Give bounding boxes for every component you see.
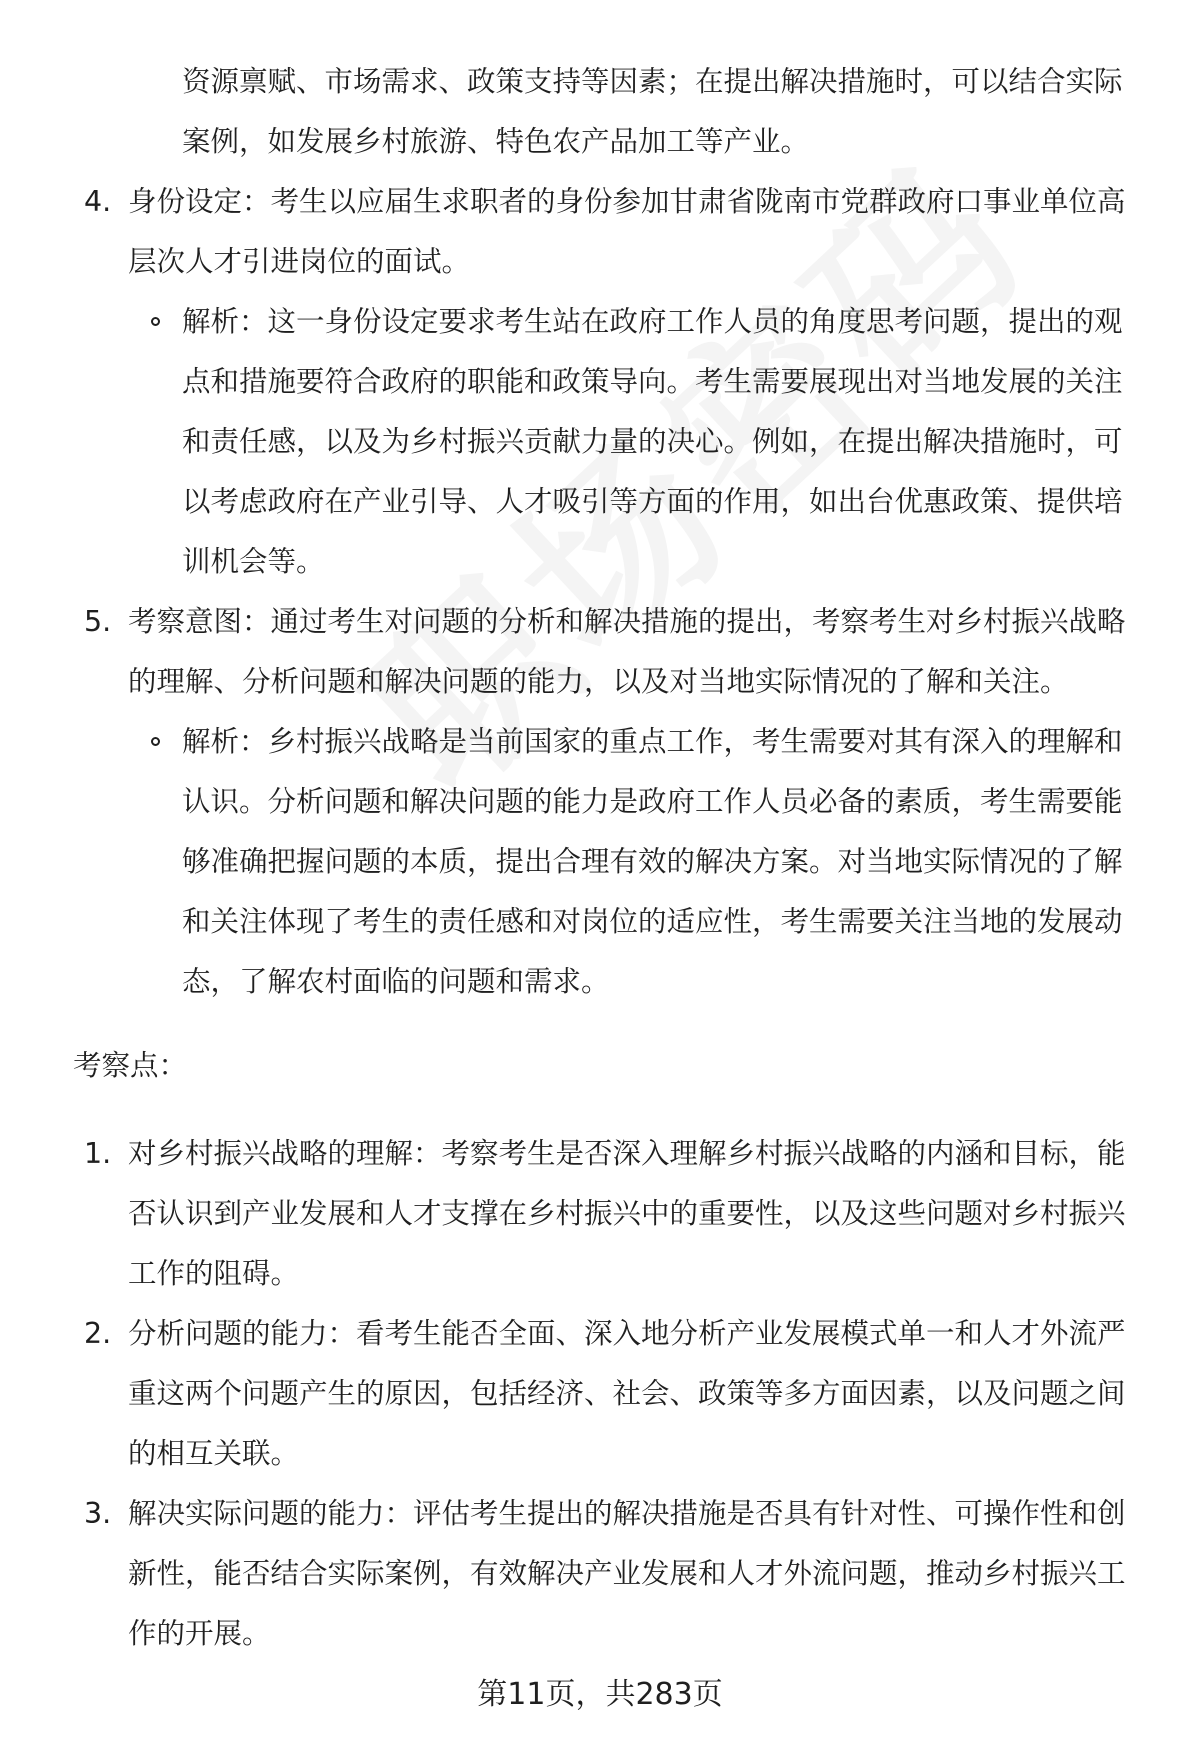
list-item-text: 考察意图：通过考生对问题的分析和解决措施的提出，考察考生对乡村振兴战略的理解、分析问题和解决问题的能力，以及对当地实际情况的了解和关注。: [128, 605, 1126, 698]
list-marker: 1.: [84, 1137, 112, 1170]
list-item: [0, 1124, 1200, 1304]
list-item: [0, 172, 1200, 292]
list-item: [0, 592, 1200, 712]
list-item-text: 分析问题的能力：看考生能否全面、深入地分析产业发展模式单一和人才外流严重这两个问题产生的原因，包括经济、社会、政策等多方面因素，以及问题之间的相互关联。: [128, 1317, 1126, 1470]
sub-list-item: [0, 292, 1200, 592]
document-content: [0, 52, 1200, 1664]
list-item-text: 身份设定：考生以应届生求职者的身份参加甘肃省陇南市党群政府口事业单位高层次人才引进岗位的面试。: [128, 185, 1126, 278]
sub-list-item-text: 解析：乡村振兴战略是当前国家的重点工作，考生需要对其有深入的理解和认识。分析问题和解决问题的能力是政府工作人员必备的素质，考生需要能够准确把握问题的本质，提出合理有效的解决方案。对当地实际情况的了解和关注体现了考生的责任感和对岗位的适应性，考生需要关注当地的发展动态，了解农村面临的问题和需求。: [182, 725, 1123, 998]
circle-bullet-icon: [151, 317, 160, 326]
list-item: [0, 1304, 1200, 1484]
list-item-text: 对乡村振兴战略的理解：考察考生是否深入理解乡村振兴战略的内涵和目标，能否认识到产业发展和人才支撑在乡村振兴中的重要性，以及这些问题对乡村振兴工作的阻碍。: [128, 1137, 1126, 1290]
continuation-paragraph: 资源禀赋、市场需求、政策支持等因素；在提出解决措施时，可以结合实际案例，如发展乡村旅游、特色农产品加工等产业。: [182, 65, 1123, 158]
sub-list-item-text: 解析：这一身份设定要求考生站在政府工作人员的角度思考问题，提出的观点和措施要符合政府的职能和政策导向。考生需要展现出对当地发展的关注和责任感，以及为乡村振兴贡献力量的决心。例如，在提出解决措施时，可以考虑政府在产业引导、人才吸引等方面的作用，如出台优惠政策、提供培训机会等。: [182, 305, 1123, 578]
page-number: 第11页，共283页: [477, 1677, 723, 1712]
circle-bullet-icon: [151, 737, 160, 746]
list-marker: 3.: [84, 1497, 112, 1530]
list-marker: 5.: [84, 605, 112, 638]
list-marker: 2.: [84, 1317, 112, 1350]
sub-list-item: [0, 712, 1200, 1012]
list-item-text: 解决实际问题的能力：评估考生提出的解决措施是否具有针对性、可操作性和创新性，能否结合实际案例，有效解决产业发展和人才外流问题，推动乡村振兴工作的开展。: [128, 1497, 1126, 1650]
section-title: 考察点：: [73, 1049, 188, 1082]
list-marker: 4.: [84, 185, 112, 218]
list-item: [0, 1484, 1200, 1664]
